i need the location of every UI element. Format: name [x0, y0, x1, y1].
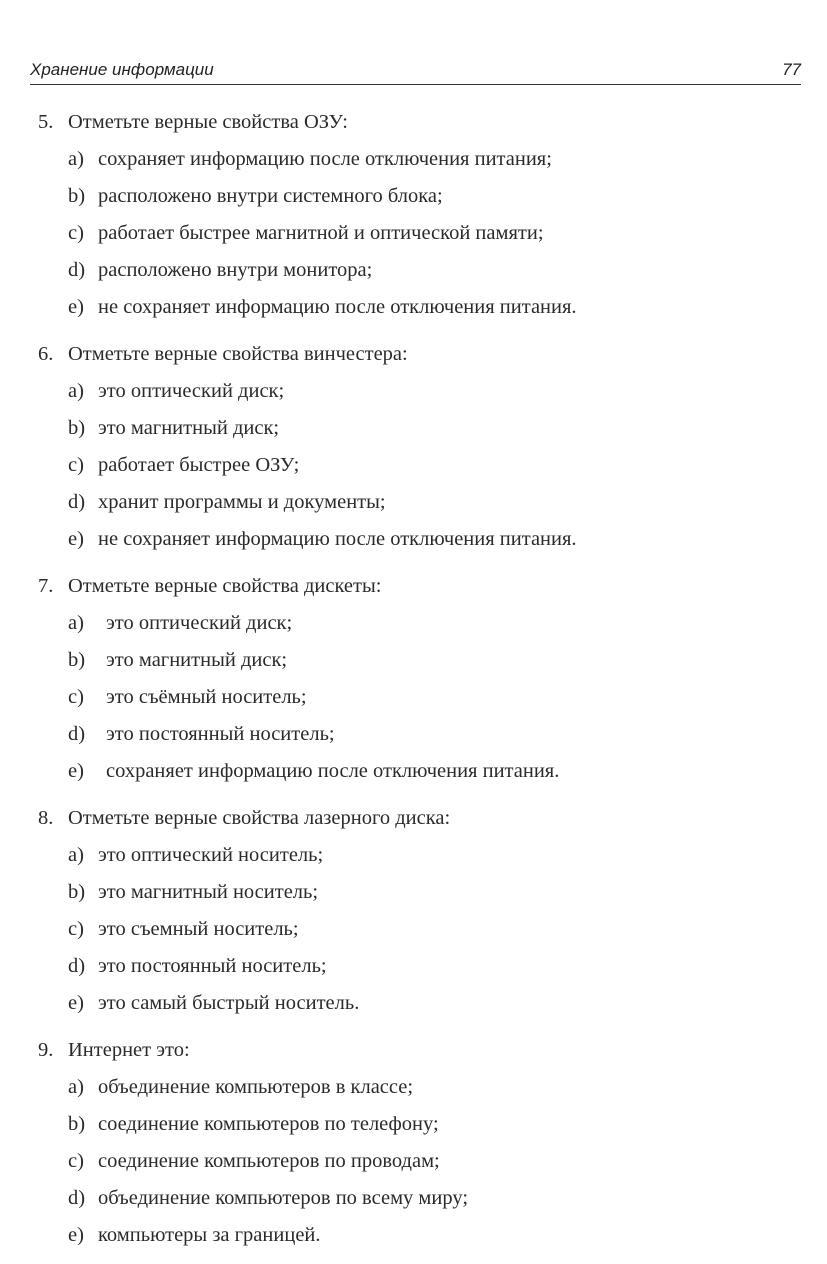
option-d: [38, 252, 798, 289]
option-text: это съёмный носитель;: [106, 686, 307, 708]
option-e: [38, 985, 798, 1022]
option-b: [38, 642, 798, 679]
option-text: это оптический носитель;: [98, 844, 324, 866]
option-text: не сохраняет информацию после отключения питания.: [98, 296, 577, 318]
question-number: 8.: [38, 807, 54, 829]
option-letter: e): [68, 528, 84, 550]
option-letter: b): [68, 881, 86, 903]
option-letter: e): [68, 760, 84, 782]
option-c: [38, 911, 798, 948]
option-letter: d): [68, 491, 86, 513]
option-text: объединение компьютеров по всему миру;: [98, 1187, 469, 1209]
option-a: [38, 837, 798, 874]
question-5: [38, 104, 798, 326]
question-list: [38, 104, 798, 1264]
option-a: [38, 141, 798, 178]
option-b: [38, 178, 798, 215]
option-text: это самый быстрый носитель.: [98, 992, 360, 1014]
option-letter: e): [68, 296, 84, 318]
option-text: сохраняет информацию после отключения питания;: [98, 148, 552, 170]
option-d: [38, 948, 798, 985]
question-number: 9.: [38, 1039, 54, 1061]
option-text: это постоянный носитель;: [98, 955, 327, 977]
option-letter: a): [68, 380, 84, 402]
option-text: это съемный носитель;: [98, 918, 299, 940]
option-c: [38, 679, 798, 716]
question-8: [38, 800, 798, 1022]
question-text: [38, 104, 798, 141]
question-label: Отметьте верные свойства дискеты:: [68, 575, 382, 597]
question-text: [38, 336, 798, 373]
option-letter: b): [68, 185, 86, 207]
question-label: Интернет это:: [68, 1039, 190, 1061]
question-label: Отметьте верные свойства лазерного диска:: [68, 807, 451, 829]
question-number: 7.: [38, 575, 54, 597]
option-text: сохраняет информацию после отключения питания.: [106, 760, 560, 782]
question-label: Отметьте верные свойства ОЗУ:: [68, 111, 348, 133]
option-text: работает быстрее ОЗУ;: [98, 454, 300, 476]
option-b: [38, 410, 798, 447]
option-letter: a): [68, 844, 84, 866]
option-letter: d): [68, 723, 86, 745]
option-letter: a): [68, 1076, 84, 1098]
option-letter: c): [68, 1150, 84, 1172]
option-letter: e): [68, 1224, 84, 1246]
header-title: Хранение информации: [30, 60, 214, 79]
option-text: расположено внутри монитора;: [98, 259, 373, 281]
option-letter: b): [68, 417, 86, 439]
option-letter: d): [68, 259, 86, 281]
option-text: это магнитный носитель;: [98, 881, 319, 903]
option-letter: e): [68, 992, 84, 1014]
option-c: [38, 215, 798, 252]
question-9: [38, 1032, 798, 1254]
option-text: соединение компьютеров по телефону;: [98, 1113, 439, 1135]
page-number: 77: [782, 60, 801, 79]
option-letter: b): [68, 1113, 86, 1135]
option-letter: c): [68, 454, 84, 476]
option-text: расположено внутри системного блока;: [98, 185, 443, 207]
option-a: [38, 373, 798, 410]
question-text: [38, 568, 798, 605]
option-d: [38, 484, 798, 521]
option-letter: a): [68, 612, 84, 634]
option-e: [38, 1217, 798, 1254]
option-text: это оптический диск;: [106, 612, 293, 634]
option-c: [38, 447, 798, 484]
option-letter: a): [68, 148, 84, 170]
option-letter: c): [68, 686, 84, 708]
option-letter: c): [68, 222, 84, 244]
option-e: [38, 753, 798, 790]
question-number: 6.: [38, 343, 54, 365]
option-e: [38, 289, 798, 326]
option-b: [38, 874, 798, 911]
option-text: соединение компьютеров по проводам;: [98, 1150, 440, 1172]
option-letter: d): [68, 1187, 86, 1209]
option-b: [38, 1106, 798, 1143]
option-letter: d): [68, 955, 86, 977]
question-text: [38, 800, 798, 837]
option-a: [38, 1069, 798, 1106]
option-e: [38, 521, 798, 558]
option-a: [38, 605, 798, 642]
question-6: [38, 336, 798, 558]
question-text: [38, 1032, 798, 1069]
option-text: не сохраняет информацию после отключения питания.: [98, 528, 577, 550]
option-text: компьютеры за границей.: [98, 1224, 321, 1246]
option-d: [38, 1180, 798, 1217]
option-text: это постоянный носитель;: [106, 723, 335, 745]
option-text: это магнитный диск;: [106, 649, 288, 671]
option-d: [38, 716, 798, 753]
option-text: объединение компьютеров в классе;: [98, 1076, 414, 1098]
option-text: хранит программы и документы;: [98, 491, 386, 513]
running-header: [30, 60, 801, 85]
question-7: [38, 568, 798, 790]
option-text: это магнитный диск;: [98, 417, 280, 439]
option-text: это оптический диск;: [98, 380, 285, 402]
option-text: работает быстрее магнитной и оптической памяти;: [98, 222, 544, 244]
option-letter: c): [68, 918, 84, 940]
option-c: [38, 1143, 798, 1180]
question-number: 5.: [38, 111, 54, 133]
question-label: Отметьте верные свойства винчестера:: [68, 343, 408, 365]
option-letter: b): [68, 649, 86, 671]
